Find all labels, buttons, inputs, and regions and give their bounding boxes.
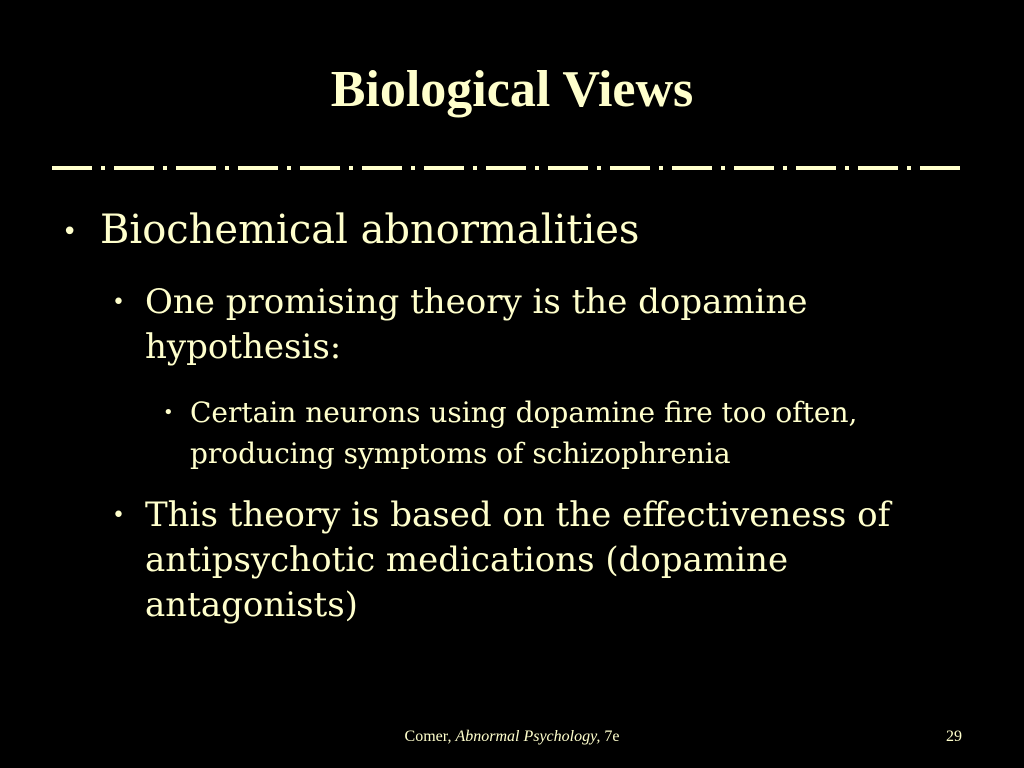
bullet-text: Biochemical abnormalities	[100, 207, 640, 253]
divider-dot	[845, 166, 849, 170]
divider-dot	[411, 166, 415, 170]
divider-dot	[473, 166, 477, 170]
divider-dot	[907, 166, 911, 170]
bullet-item-level-2	[112, 280, 912, 370]
footer-edition: 7e	[604, 728, 620, 745]
slide-title: Biological Views	[330, 61, 694, 118]
bullet-icon: •	[112, 290, 125, 315]
divider-dot	[163, 166, 167, 170]
slide-footer	[0, 726, 1024, 750]
bullet-item-level-2	[112, 493, 912, 628]
divider-dot	[783, 166, 787, 170]
bullet-text: One promising theory is the dopamine hypothesis:	[145, 282, 808, 367]
bullet-text: Certain neurons using dopamine fire too often, producing symptoms of schizophrenia	[190, 396, 858, 470]
divider-dash	[672, 166, 712, 170]
divider-dot	[101, 166, 105, 170]
divider-dot	[597, 166, 601, 170]
divider-dot	[349, 166, 353, 170]
divider-dash	[796, 166, 836, 170]
bullet-icon: •	[112, 503, 125, 528]
footer-author: Comer,	[404, 728, 452, 745]
bullet-icon: •	[163, 402, 174, 423]
divider-dash	[300, 166, 340, 170]
bullet-text: This theory is based on the effectiveness of antipsychotic medications (dopamine antagonists)	[145, 495, 891, 625]
divider-dot	[721, 166, 725, 170]
decorative-divider	[52, 162, 972, 174]
divider-dash	[176, 166, 216, 170]
footer-book-title: Abnormal Psychology,	[455, 728, 601, 745]
divider-dash	[920, 166, 960, 170]
divider-dash	[610, 166, 650, 170]
divider-dot	[287, 166, 291, 170]
divider-dash	[424, 166, 464, 170]
divider-dash	[52, 166, 92, 170]
bullet-icon: •	[62, 217, 78, 247]
footer-citation	[0, 728, 1024, 746]
divider-dash	[734, 166, 774, 170]
divider-dash	[362, 166, 402, 170]
page-number: 29	[946, 728, 962, 745]
divider-dash	[114, 166, 154, 170]
divider-dot	[659, 166, 663, 170]
divider-dash	[486, 166, 526, 170]
divider-dot	[535, 166, 539, 170]
divider-dot	[225, 166, 229, 170]
bullet-item-level-1	[62, 206, 962, 254]
bullet-item-level-3	[163, 392, 963, 474]
divider-dash	[858, 166, 898, 170]
divider-dash	[548, 166, 588, 170]
divider-dash	[238, 166, 278, 170]
